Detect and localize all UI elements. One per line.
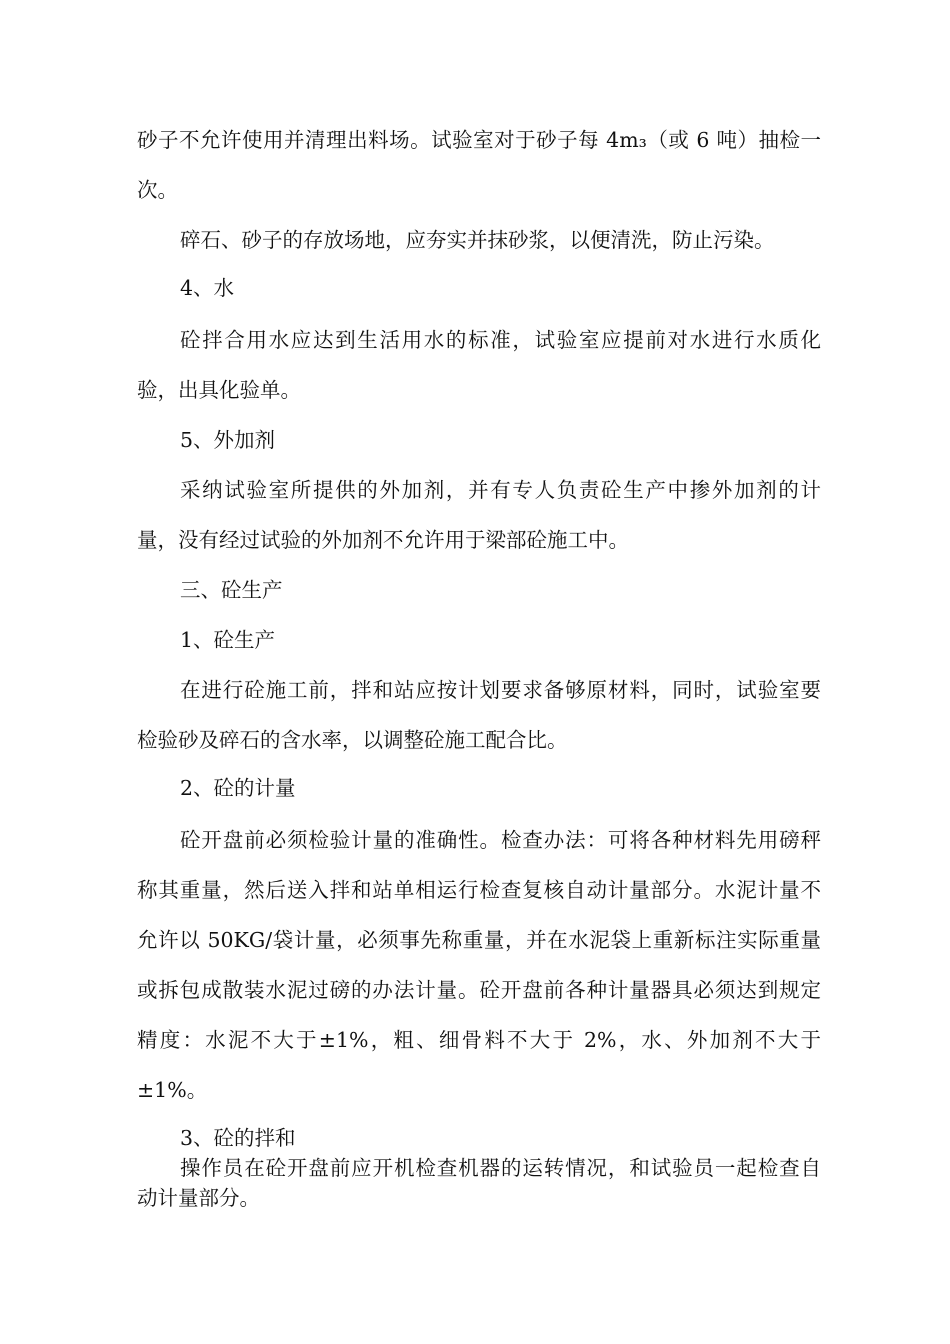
text-line: 碎石、砂子的存放场地，应夯实并抹砂浆，以便清洗，防止污染。 (180, 228, 775, 252)
text-line: 操作员在砼开盘前应开机检查机器的运转情况，和试验员一起检查自 (180, 1156, 821, 1180)
section-heading: 2、砼的计量 (180, 776, 296, 800)
section-heading: 3、砼的拌和 (180, 1126, 296, 1150)
text-line: 允许以 50KG/袋计量，必须事先称重量，并在水泥袋上重新标注实际重量 (137, 928, 821, 952)
text-line: 检验砂及碎石的含水率，以调整砼施工配合比。 (137, 728, 568, 752)
text-line: 采纳试验室所提供的外加剂，并有专人负责砼生产中掺外加剂的计 (180, 478, 821, 502)
text-line: 称其重量，然后送入拌和站单相运行检查复核自动计量部分。水泥计量不 (137, 878, 821, 902)
text-line: 量，没有经过试验的外加剂不允许用于梁部砼施工中。 (137, 528, 629, 552)
text-line: 精度：水泥不大于±1%，粗、细骨料不大于 2%，水、外加剂不大于 (137, 1028, 821, 1052)
section-heading: 1、砼生产 (180, 628, 276, 652)
section-heading: 三、砼生产 (180, 578, 283, 602)
section-heading: 4、水 (180, 276, 235, 300)
text-line: 砂子不允许使用并清理出料场。试验室对于砂子每 4m₃（或 6 吨）抽检一 (137, 128, 821, 152)
text-line: 动计量部分。 (137, 1186, 260, 1210)
section-heading: 5、外加剂 (180, 428, 276, 452)
text-line: ±1%。 (137, 1078, 208, 1102)
text-line: 砼拌合用水应达到生活用水的标准，试验室应提前对水进行水质化 (180, 328, 821, 352)
text-line: 验，出具化验单。 (137, 378, 301, 402)
text-line: 或拆包成散装水泥过磅的办法计量。砼开盘前各种计量器具必须达到规定 (137, 978, 821, 1002)
text-line: 次。 (137, 178, 178, 202)
text-line: 砼开盘前必须检验计量的准确性。检查办法：可将各种材料先用磅秤 (180, 828, 821, 852)
text-line: 在进行砼施工前，拌和站应按计划要求备够原材料，同时，试验室要 (180, 678, 821, 702)
